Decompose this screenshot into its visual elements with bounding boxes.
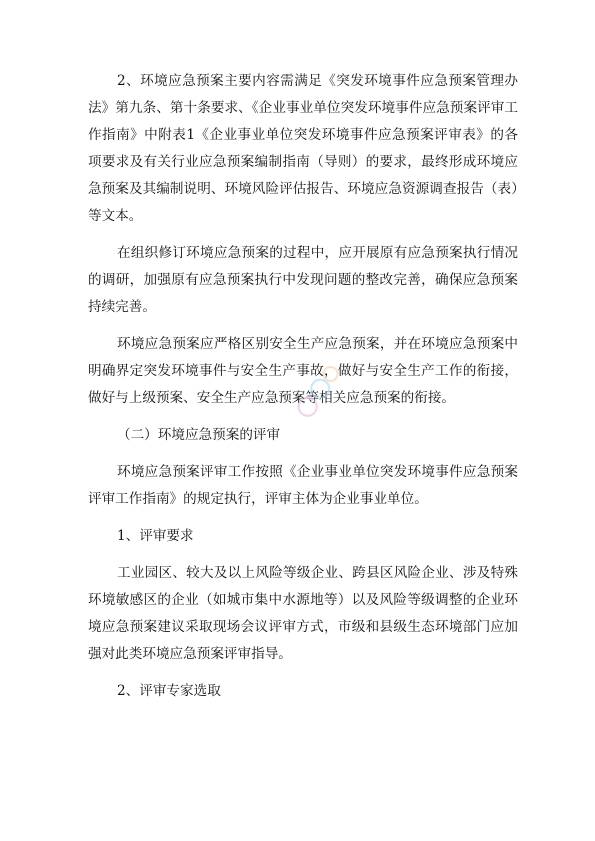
subheading-expert-selection: 2、评审专家选取 [117,683,221,699]
section-heading-plan-review: （二）环境应急预案的评审 [117,427,281,443]
paragraph-review-basis: 环境应急预案评审工作按照《企业事业单位突发环境事件应急预案评审工作指南》的规定执行，评审主体为企业事业单位。 [88,464,518,507]
document-body [88,68,518,705]
paragraph-plan-revision: 在组织修订环境应急预案的过程中，应开展原有应急预案执行情况的调研，加强原有应急预案执行中发现问题的整改完善，确保应急预案持续完善。 [88,245,518,315]
paragraph-safety-distinction: 环境应急预案应严格区别安全生产应急预案，并在环境应急预案中明确界定突发环境事件与安全生产事故，做好与安全生产工作的衔接，做好与上级预案、安全生产应急预案等相关应急预案的衔接。 [88,336,518,406]
subheading-review-requirements: 1、评审要求 [117,528,194,544]
paragraph-review-method: 工业园区、较大及以上风险等级企业、跨县区风险企业、涉及特殊环境敏感区的企业（如城市集中水源地等）以及风险等级调整的企业环境应急预案建议采取现场会议评审方式，市级和县级生态环境部门应加强对此类环境应急预案评审指导。 [88,565,518,662]
paragraph-plan-content-requirements: 2、环境应急预案主要内容需满足《突发环境事件应急预案管理办法》第九条、第十条要求、《企业事业单位突发环境事件应急预案评审工作指南》中附表1《企业事业单位突发环境事件应急预案评审表》的各项要求及有关行业应急预案编制指南（导则）的要求，最终形成环境应急预案及其编制说明、环境风险评估报告、环境应急资源调查报告（表）等文本。 [88,73,518,224]
